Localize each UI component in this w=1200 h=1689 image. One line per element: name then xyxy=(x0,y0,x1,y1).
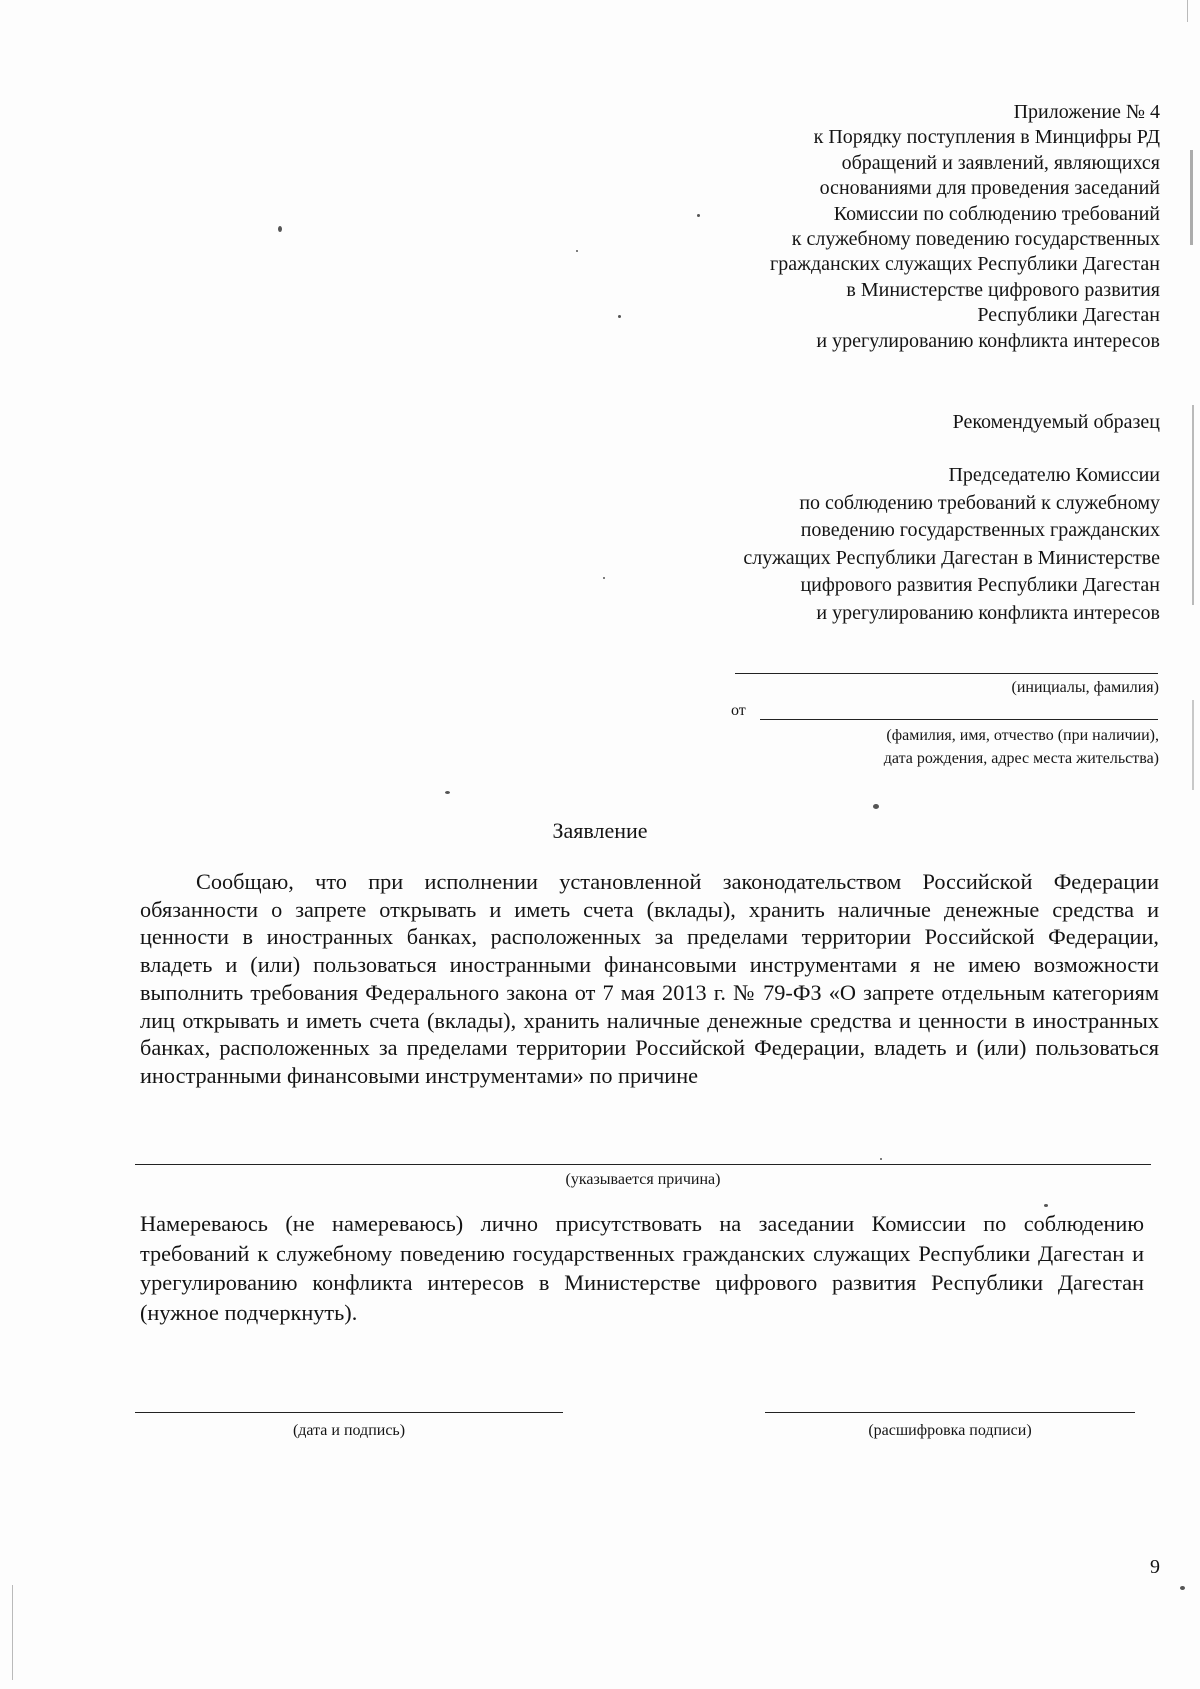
appendix-line: основаниями для проведения заседаний xyxy=(819,177,1160,200)
appendix-line: к служебному поведению государственных xyxy=(791,228,1160,251)
document-title: Заявление xyxy=(552,818,648,843)
appendix-line: Комиссии по соблюдению требований xyxy=(833,202,1160,225)
signature-decoding-line[interactable] xyxy=(765,1412,1135,1413)
reason-caption: (указывается причина) xyxy=(565,1171,721,1188)
appendix-line: Приложение № 4 xyxy=(1013,101,1160,123)
appendix-line: Республики Дагестан xyxy=(977,304,1160,327)
date-signature-line[interactable] xyxy=(135,1412,563,1413)
from-label: от xyxy=(731,702,746,719)
scan-speck xyxy=(278,226,282,232)
addressee-line: служащих Республики Дагестан в Министерстве xyxy=(743,546,1160,569)
scan-speck xyxy=(880,1158,882,1160)
initials-caption: (инициалы, фамилия) xyxy=(1011,679,1159,696)
date-signature-caption: (дата и подпись) xyxy=(292,1422,406,1439)
applicant-field-line[interactable] xyxy=(760,719,1158,720)
scan-speck xyxy=(873,804,879,809)
scan-edge-mark xyxy=(1192,700,1194,790)
scan-edge-mark xyxy=(1192,405,1194,605)
addressee-line: и урегулированию конфликта интересов xyxy=(816,601,1160,624)
attendance-paragraph: Намереваюсь (не намереваюсь) лично присутствовать на заседании Комиссии по соблюдению требований к служебному поведению государственных гражданских служащих Республики Дагестан и урегулированию конфликта интересов в Министерстве цифрового развития Республики Дагестан (нужное подчеркнуть). xyxy=(140,1211,1144,1325)
appendix-line: в Министерстве цифрового развития xyxy=(846,278,1160,301)
appendix-line: к Порядку поступления в Минцифры РД xyxy=(813,126,1160,149)
addressee-line: цифрового развития Республики Дагестан xyxy=(800,574,1160,596)
statement-paragraph: Сообщаю, что при исполнении установленной законодательством Российской Федерации обязанности о запрете открывать и иметь счета (вклады), хранить наличные денежные средства и ценности в иностранных банках, расположенных за пределами территории Российской Федерации, владеть и (или) пользоваться иностранными финансовыми инструментами я не имею возможности выполнить требования Федерального закона от 7 мая 2013 г. № 79-ФЗ «О запрете отдельным категориям лиц открывать и иметь счета (вклады), хранить наличные денежные средства и ценности в иностранных банках, расположенных за пределами территории Российской Федерации, владеть и (или) пользоваться иностранными финансовыми инструментами» по причине xyxy=(140,869,1159,1088)
addressee-line: по соблюдению требований к служебному xyxy=(799,491,1160,514)
initials-field-line[interactable] xyxy=(735,673,1158,674)
scan-speck xyxy=(697,214,700,217)
appendix-line: гражданских служащих Республики Дагестан xyxy=(770,253,1160,276)
applicant-caption-line1: (фамилия, имя, отчество (при наличии), xyxy=(886,727,1159,744)
scan-speck xyxy=(1180,1586,1185,1590)
scan-edge-mark xyxy=(1187,0,1188,22)
reason-field-line[interactable] xyxy=(135,1164,1151,1165)
scan-edge-mark xyxy=(12,1585,13,1680)
sample-label: Рекомендуемый образец xyxy=(952,411,1160,433)
scan-speck xyxy=(618,315,621,318)
addressee-block xyxy=(743,462,1160,627)
applicant-caption-line2: дата рождения, адрес места жительства) xyxy=(883,750,1159,767)
appendix-line: обращений и заявлений, являющихся xyxy=(841,151,1160,174)
signature-decoding-caption: (расшифровка подписи) xyxy=(868,1422,1032,1439)
appendix-heading xyxy=(770,100,1160,354)
scan-edge-mark xyxy=(1190,150,1193,245)
page-number: 9 xyxy=(1150,1556,1160,1578)
addressee-line: Председателю Комиссии xyxy=(948,464,1160,486)
scan-speck xyxy=(576,250,578,252)
scan-speck xyxy=(1044,1204,1048,1207)
scan-speck xyxy=(603,577,605,579)
appendix-line: и урегулированию конфликта интересов xyxy=(816,329,1160,352)
addressee-line: поведению государственных гражданских xyxy=(800,519,1160,541)
scan-speck xyxy=(445,791,450,794)
